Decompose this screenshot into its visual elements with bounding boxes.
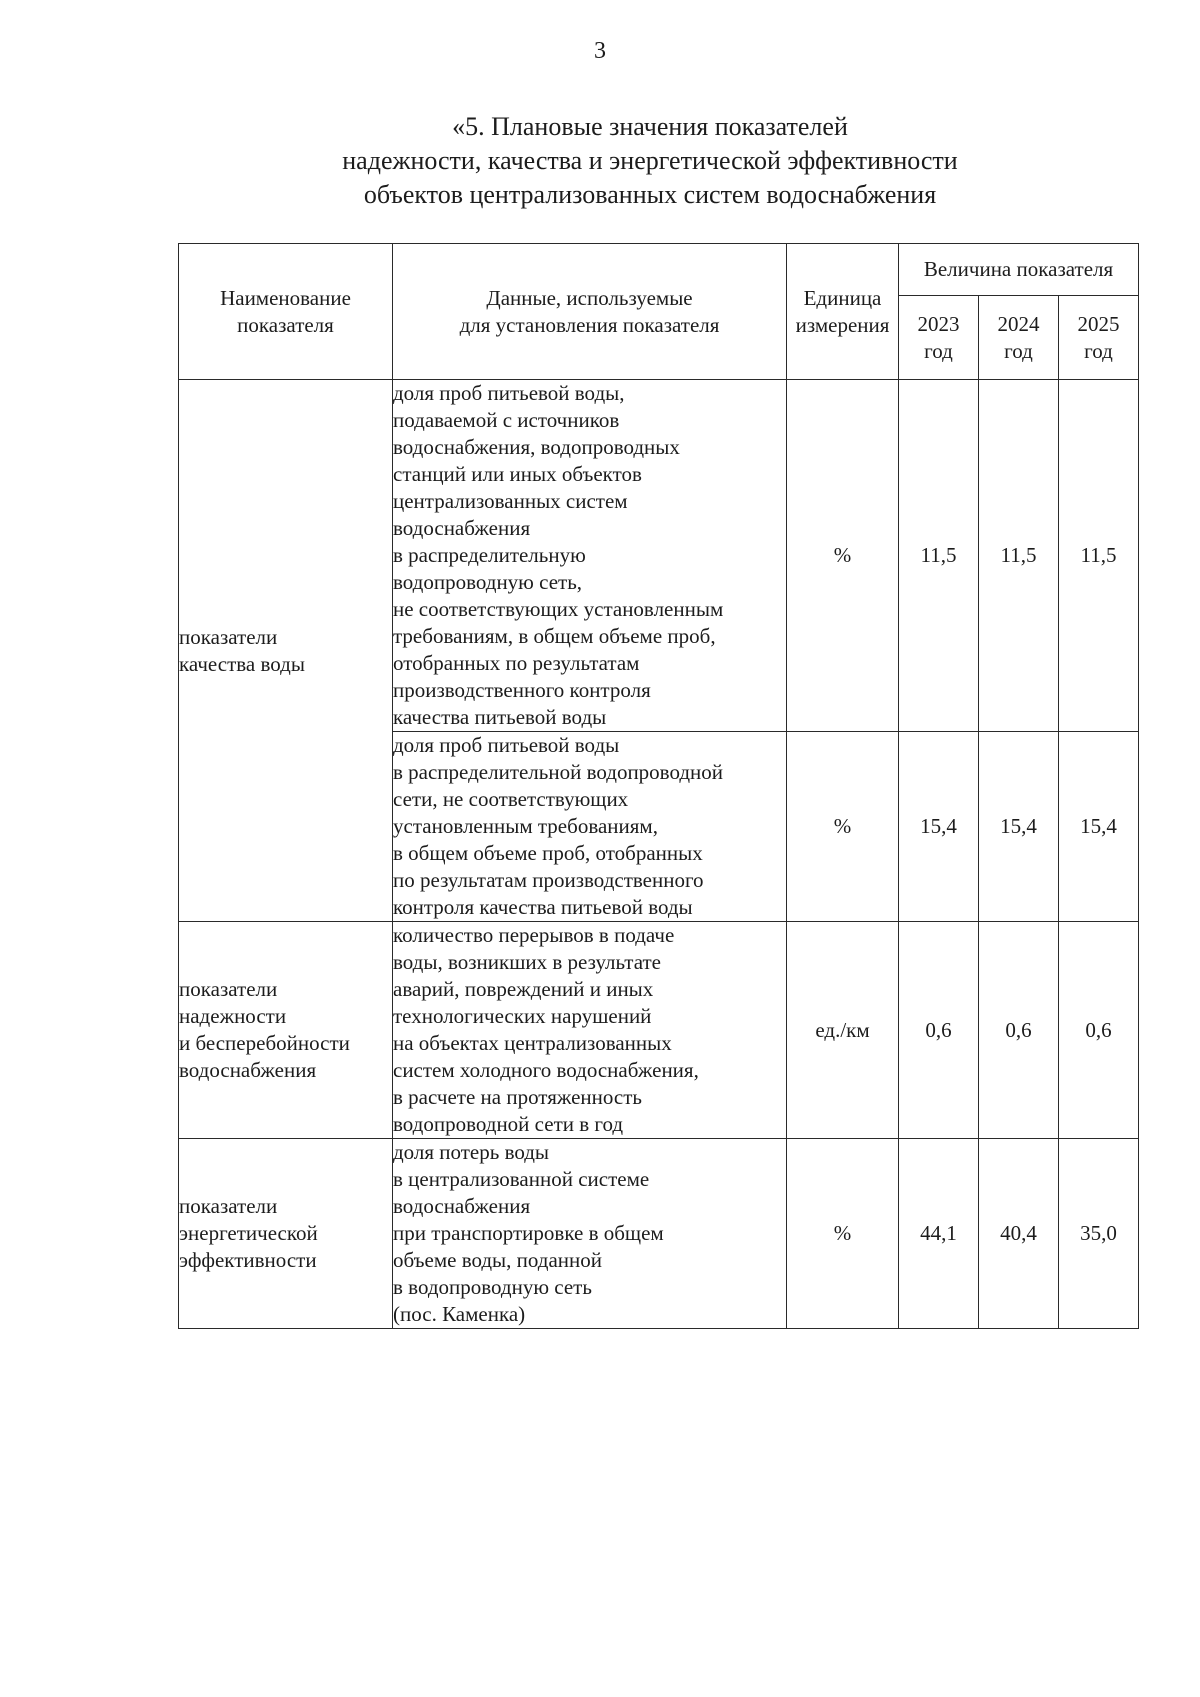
year-suffix: год xyxy=(924,338,953,363)
header-source-data xyxy=(393,244,787,380)
indicator-name-line: энергетической xyxy=(179,1221,318,1245)
value-cell: 11,5 xyxy=(979,380,1059,732)
source-data-line: при транспортировке в общем xyxy=(393,1221,664,1245)
value-cell: 0,6 xyxy=(1059,922,1139,1139)
source-data-line: (пос. Каменка) xyxy=(393,1302,526,1326)
source-data-line: на объектах централизованных xyxy=(393,1031,672,1055)
indicator-name-cell xyxy=(179,922,393,1139)
source-data-line: доля проб питьевой воды xyxy=(393,733,620,757)
source-data-line: доля потерь воды xyxy=(393,1140,550,1164)
source-data-line: качества питьевой воды xyxy=(393,705,607,729)
source-data-line: технологических нарушений xyxy=(393,1004,652,1028)
title-line: надежности, качества и энергетической эффективности xyxy=(342,146,958,175)
source-data-line: в водопроводную сеть xyxy=(393,1275,592,1299)
indicator-name-line: и бесперебойности xyxy=(179,1031,350,1055)
header-line: измерения xyxy=(795,312,890,337)
unit-cell: ед./км xyxy=(787,922,899,1139)
source-data-line: по результатам производственного xyxy=(393,868,704,892)
header-year-2025 xyxy=(1059,296,1139,380)
unit-cell: % xyxy=(787,1139,899,1329)
year-label: 2024 xyxy=(997,311,1040,336)
page-number: 3 xyxy=(594,38,606,64)
header-line: показателя xyxy=(237,312,334,337)
source-data-line: систем холодного водоснабжения, xyxy=(393,1058,699,1082)
source-data-line: в централизованной системе xyxy=(393,1167,650,1191)
value-cell: 40,4 xyxy=(979,1139,1059,1329)
indicator-name-line: качества воды xyxy=(179,651,305,676)
value-cell: 11,5 xyxy=(899,380,979,732)
value-cell: 0,6 xyxy=(899,922,979,1139)
source-data-line: аварий, повреждений и иных xyxy=(393,977,654,1001)
year-suffix: год xyxy=(1084,338,1113,363)
source-data-cell xyxy=(393,380,787,732)
source-data-line: водопроводной сети в год xyxy=(393,1112,624,1136)
source-data-line: водопроводную сеть, xyxy=(393,570,583,594)
indicator-name-cell xyxy=(179,380,393,922)
source-data-line: контроля качества питьевой воды xyxy=(393,895,693,919)
indicator-name-line: показатели xyxy=(179,1194,278,1218)
indicator-name-line: эффективности xyxy=(179,1248,317,1272)
year-label: 2025 xyxy=(1077,311,1120,336)
indicator-name-cell xyxy=(179,1139,393,1329)
indicator-name-line: показатели xyxy=(179,977,278,1001)
table-row xyxy=(179,380,1139,732)
header-indicator-name xyxy=(179,244,393,380)
indicator-name-line: показатели xyxy=(179,624,278,649)
header-line: для установления показателя xyxy=(459,312,720,337)
value-cell: 44,1 xyxy=(899,1139,979,1329)
source-data-line: в распределительной водопроводной xyxy=(393,760,724,784)
value-cell: 11,5 xyxy=(1059,380,1139,732)
table-row xyxy=(179,922,1139,1139)
source-data-line: в общем объеме проб, отобранных xyxy=(393,841,703,865)
source-data-line: не соответствующих установленным xyxy=(393,597,724,621)
title-line: объектов централизованных систем водоснабжения xyxy=(363,180,937,209)
header-unit xyxy=(787,244,899,380)
source-data-line: установленным требованиям, xyxy=(393,814,658,838)
source-data-line: в расчете на протяженность xyxy=(393,1085,642,1109)
unit-cell: % xyxy=(787,380,899,732)
value-cell: 0,6 xyxy=(979,922,1059,1139)
source-data-line: водоснабжения xyxy=(393,516,531,540)
source-data-line: в распределительную xyxy=(393,543,586,567)
header-line: Наименование xyxy=(220,285,351,310)
source-data-cell xyxy=(393,1139,787,1329)
unit-cell: % xyxy=(787,732,899,922)
section-title xyxy=(200,110,1100,212)
source-data-line: требованиям, в общем объеме проб, xyxy=(393,624,716,648)
header-value-group: Величина показателя xyxy=(899,244,1139,296)
indicators-table xyxy=(178,243,1139,1329)
source-data-line: водоснабжения xyxy=(393,1194,531,1218)
source-data-line: объеме воды, поданной xyxy=(393,1248,603,1272)
source-data-line: водоснабжения, водопроводных xyxy=(393,435,680,459)
value-cell: 15,4 xyxy=(899,732,979,922)
table-body xyxy=(179,380,1139,1329)
indicator-name-line: водоснабжения xyxy=(179,1058,317,1082)
source-data-line: централизованных систем xyxy=(393,489,628,513)
table-row xyxy=(179,1139,1139,1329)
header-line: Единица xyxy=(803,285,882,310)
title-line: «5. Плановые значения показателей xyxy=(452,112,848,141)
source-data-cell xyxy=(393,732,787,922)
source-data-cell xyxy=(393,922,787,1139)
table-header xyxy=(179,244,1139,380)
header-line: Данные, используемые xyxy=(486,285,693,310)
source-data-line: воды, возникших в результате xyxy=(393,950,662,974)
year-label: 2023 xyxy=(917,311,960,336)
source-data-line: станций или иных объектов xyxy=(393,462,642,486)
source-data-line: подаваемой с источников xyxy=(393,408,620,432)
source-data-line: производственного контроля xyxy=(393,678,651,702)
indicator-name-line: надежности xyxy=(179,1004,287,1028)
header-year-2023 xyxy=(899,296,979,380)
source-data-line: количество перерывов в подаче xyxy=(393,923,675,947)
value-cell: 15,4 xyxy=(1059,732,1139,922)
value-cell: 15,4 xyxy=(979,732,1059,922)
source-data-line: отобранных по результатам xyxy=(393,651,640,675)
source-data-line: сети, не соответствующих xyxy=(393,787,629,811)
value-cell: 35,0 xyxy=(1059,1139,1139,1329)
header-year-2024 xyxy=(979,296,1059,380)
header-row xyxy=(179,244,1139,296)
year-suffix: год xyxy=(1004,338,1033,363)
source-data-line: доля проб питьевой воды, xyxy=(393,381,625,405)
